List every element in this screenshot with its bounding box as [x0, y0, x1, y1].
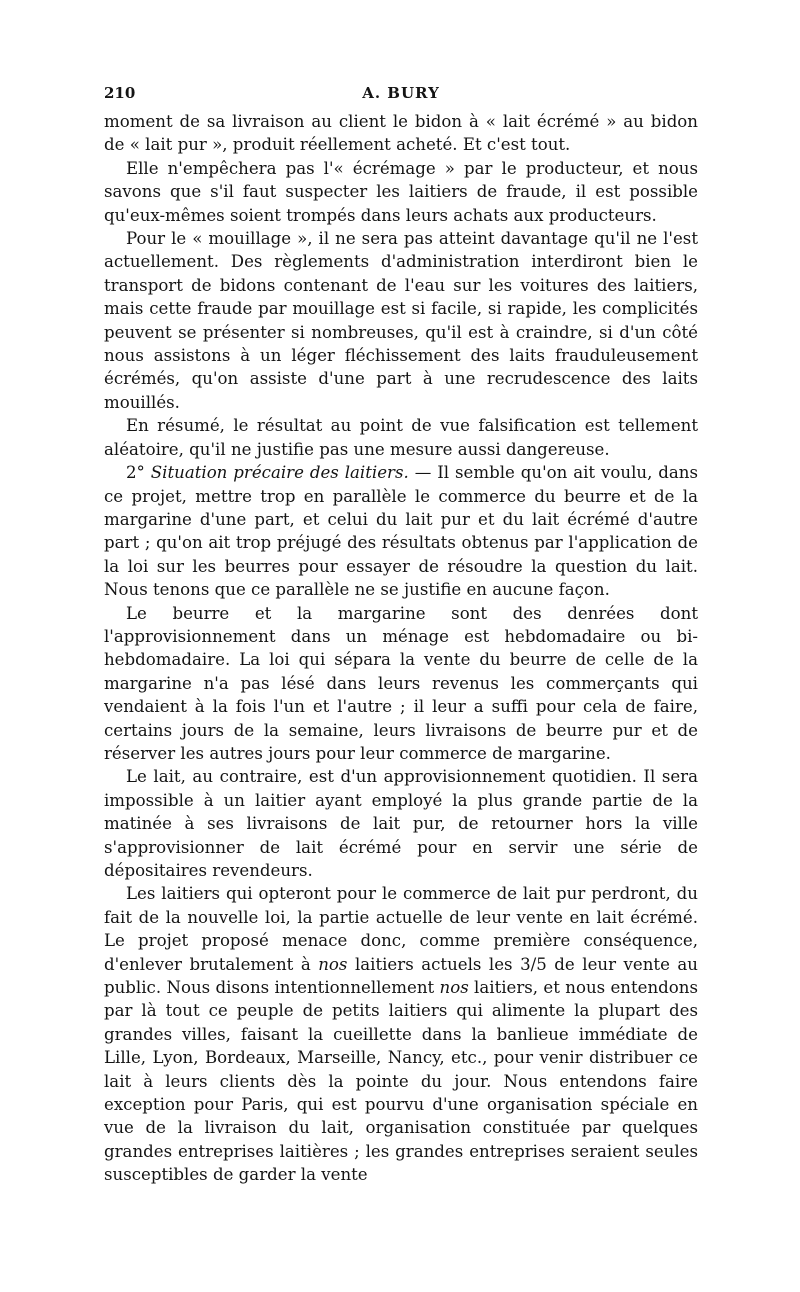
emphasis: nos: [439, 978, 469, 998]
running-head: A. BURY: [362, 84, 440, 102]
document-page: [104, 84, 698, 1187]
paragraph: Le lait, au contraire, est d'un approvisionnement quotidien. Il sera impossible à un laitier ayant employé la plus grande partie de la matinée à ses livraisons de lait pur, de retourner hors la ville s'approvisionner de lait écrémé pour en servir une série de dépositaires revendeurs.: [104, 767, 698, 880]
paragraph: [104, 882, 698, 1186]
paragraph: Le beurre et la margarine sont des denrées dont l'approvisionnement dans un ménage est hebdomadaire ou bi-hebdomadaire. La loi qui sépara la vente du beurre de celle de la margarine n'a pas lésé dans leurs revenus les commerçants qui vendaient à la fois l'un et l'autre ; il leur a suffi pour cela de faire, certains jours de la semaine, leurs livraisons de beurre pur et de réserver les autres jours pour leur commerce de margarine.: [104, 603, 698, 763]
paragraph-text: laitiers actuels les 3/5 de leur vente au public. Nous disons intentionnellement: [104, 954, 698, 998]
emphasis: nos: [318, 954, 348, 974]
paragraph-text: Les laitiers qui opteront pour le commerce de lait pur perdront, du fait de la nouvelle loi, la partie actuelle de leur vente en lait écrémé. Le projet proposé menace donc, comme première conséquence, d'enlever brutalement à: [104, 884, 698, 974]
section-number: 2°: [126, 463, 151, 483]
paragraph-text: — Il semble qu'on ait voulu, dans ce projet, mettre trop en parallèle le commerce du beurre et de la margarine d'une part, et celui du lait pur et du lait écrémé d'autre part ; qu'on ait trop préjugé des résultats obtenus par l'application de la loi sur les beurres pour essayer de résoudre la question du lait. Nous tenons que ce parallèle ne se justifie en aucune façon.: [104, 463, 698, 600]
section-heading: Situation précaire des laitiers.: [150, 463, 409, 483]
paragraph: Elle n'empêchera pas l'« écrémage » par le producteur, et nous savons que s'il faut suspecter les laitiers de fraude, il est possible qu'eux-mêmes soient trompés dans leurs achats aux producteurs.: [104, 158, 698, 225]
paragraph: Pour le « mouillage », il ne sera pas atteint davantage qu'il ne l'est actuellement. Des règlements d'administration interdiront bien le transport de bidons contenant de l'eau sur les voitures des laitiers, mais cette fraude par mouillage est si facile, si rapide, les complicités peuvent se présenter si nombreuses, qu'il est à craindre, si d'un côté nous assistons à un léger fléchissement des laits frauduleusement écrémés, qu'on assiste d'une part à une recrudescence des laits mouillés.: [104, 229, 698, 412]
paragraph: [104, 461, 698, 601]
page-number: 210: [104, 84, 136, 102]
paragraph-text: laitiers, et nous entendons par là tout ce peuple de petits laitiers qui alimente la plupart des grandes villes, faisant la cueillette dans la banlieue immédiate de Lille, Lyon, Bordeaux, Marseille, Nancy, etc., pour venir distribuer ce lait à leurs clients dès la pointe du jour. Nous entendons faire exception pour Paris, qui est pourvu d'une organisation spéciale en vue de la livraison du lait, organisation constituée par quelques grandes entreprises laitières ; les grandes entreprises seraient seules susceptibles de garder la vente: [104, 978, 698, 1185]
paragraph: En résumé, le résultat au point de vue falsification est tellement aléatoire, qu'il ne justifie pas une mesure aussi dangereuse.: [104, 416, 698, 459]
paragraph: moment de sa livraison au client le bidon à « lait écrémé » au bidon de « lait pur », produit réellement acheté. Et c'est tout.: [104, 112, 698, 155]
body-text: [104, 110, 698, 1187]
page-header: [104, 84, 698, 110]
